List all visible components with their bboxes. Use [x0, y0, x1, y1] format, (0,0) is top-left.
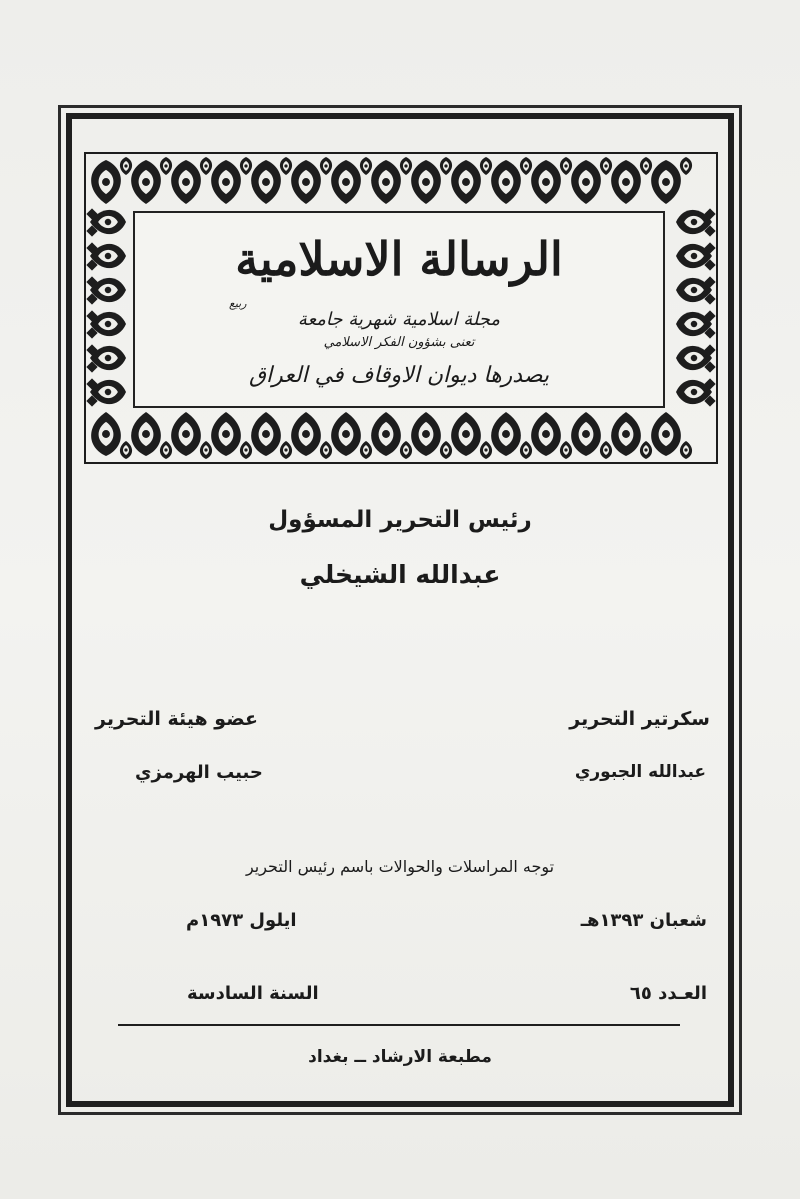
arabesque-motif — [251, 412, 281, 456]
arabesque-motif — [240, 157, 252, 175]
arabesque-motif — [600, 157, 612, 175]
arabesque-motif — [211, 412, 241, 456]
arabesque-motif — [560, 157, 572, 175]
footer-divider — [118, 1024, 680, 1026]
arabesque-motif — [371, 160, 401, 204]
magazine-tagline: تعنى بشؤون الفكر الاسلامي — [323, 335, 475, 350]
masthead-box — [133, 211, 665, 408]
arabesque-motif — [411, 160, 441, 204]
arabesque-motif — [651, 412, 681, 456]
arabesque-motif — [280, 441, 292, 459]
arabesque-motif — [160, 441, 172, 459]
arabesque-motif — [400, 441, 412, 459]
arabesque-motif — [531, 412, 561, 456]
arabesque-motif — [440, 157, 452, 175]
arabesque-motif — [91, 160, 121, 204]
arabesque-motif — [371, 412, 401, 456]
publisher-line: يصدرها ديوان الاوقاف في العراق — [248, 363, 550, 388]
arabesque-motif — [680, 441, 692, 459]
arabesque-motif — [640, 441, 652, 459]
arabesque-motif — [211, 160, 241, 204]
arabesque-motif — [440, 441, 452, 459]
arabesque-motif — [451, 160, 481, 204]
arabesque-motif — [171, 160, 201, 204]
arabesque-motif — [160, 157, 172, 175]
publication-year: السنة السادسة — [187, 983, 319, 1004]
arabesque-motif — [331, 412, 361, 456]
arabesque-motif — [451, 412, 481, 456]
editorial-secretary-name: عبدالله الجبوري — [574, 762, 706, 782]
hijri-date: شعبان ١٣٩٣هـ — [580, 910, 707, 931]
arabesque-motif — [571, 160, 601, 204]
arabesque-motif — [560, 441, 572, 459]
marginal-mark: ربيع — [229, 297, 247, 310]
arabesque-motif — [320, 157, 332, 175]
editor-in-chief-name: عبدالله الشيخلي — [299, 560, 501, 589]
arabesque-motif — [291, 160, 321, 204]
arabesque-motif — [120, 157, 132, 175]
arabesque-motif — [331, 160, 361, 204]
arabesque-motif — [491, 160, 521, 204]
arabesque-motif — [491, 412, 521, 456]
correspondence-note: توجه المراسلات والحوالات باسم رئيس التحرير — [245, 857, 555, 876]
arabesque-motif — [131, 160, 161, 204]
arabesque-motif — [360, 157, 372, 175]
arabesque-motif — [531, 160, 561, 204]
arabesque-motif — [400, 157, 412, 175]
arabesque-motif — [91, 412, 121, 456]
arabesque-motif — [131, 412, 161, 456]
gregorian-date: ايلول ١٩٧٣م — [186, 910, 297, 931]
editor-in-chief-role: رئيس التحرير المسؤول — [268, 507, 532, 533]
editorial-secretary-role: سكرتير التحرير — [569, 708, 710, 730]
arabesque-motif — [611, 160, 641, 204]
arabesque-motif — [480, 441, 492, 459]
arabesque-motif — [411, 412, 441, 456]
arabesque-motif — [200, 441, 212, 459]
arabesque-motif — [520, 441, 532, 459]
arabesque-motif — [611, 412, 641, 456]
printer-line: مطبعة الارشاد ــ بغداد — [308, 1047, 492, 1067]
arabesque-motif — [251, 160, 281, 204]
arabesque-motif — [320, 441, 332, 459]
arabesque-motif — [171, 412, 201, 456]
arabesque-motif — [120, 441, 132, 459]
arabesque-motif — [280, 157, 292, 175]
arabesque-motif — [571, 412, 601, 456]
arabesque-motif — [200, 157, 212, 175]
magazine-title: الرسالة الاسلامية — [235, 232, 563, 286]
arabesque-motif — [480, 157, 492, 175]
arabesque-motif — [360, 441, 372, 459]
board-member-name: حبيب الهرمزي — [135, 762, 263, 783]
magazine-subtitle: مجلة اسلامية شهرية جامعة — [297, 309, 501, 330]
arabesque-motif — [291, 412, 321, 456]
arabesque-motif — [240, 441, 252, 459]
arabesque-motif — [680, 157, 692, 175]
arabesque-motif — [640, 157, 652, 175]
board-member-role: عضو هيئة التحرير — [95, 708, 258, 730]
arabesque-motif — [600, 441, 612, 459]
arabesque-motif — [651, 160, 681, 204]
arabesque-motif — [520, 157, 532, 175]
issue-number: العـدد ٦٥ — [629, 983, 707, 1004]
